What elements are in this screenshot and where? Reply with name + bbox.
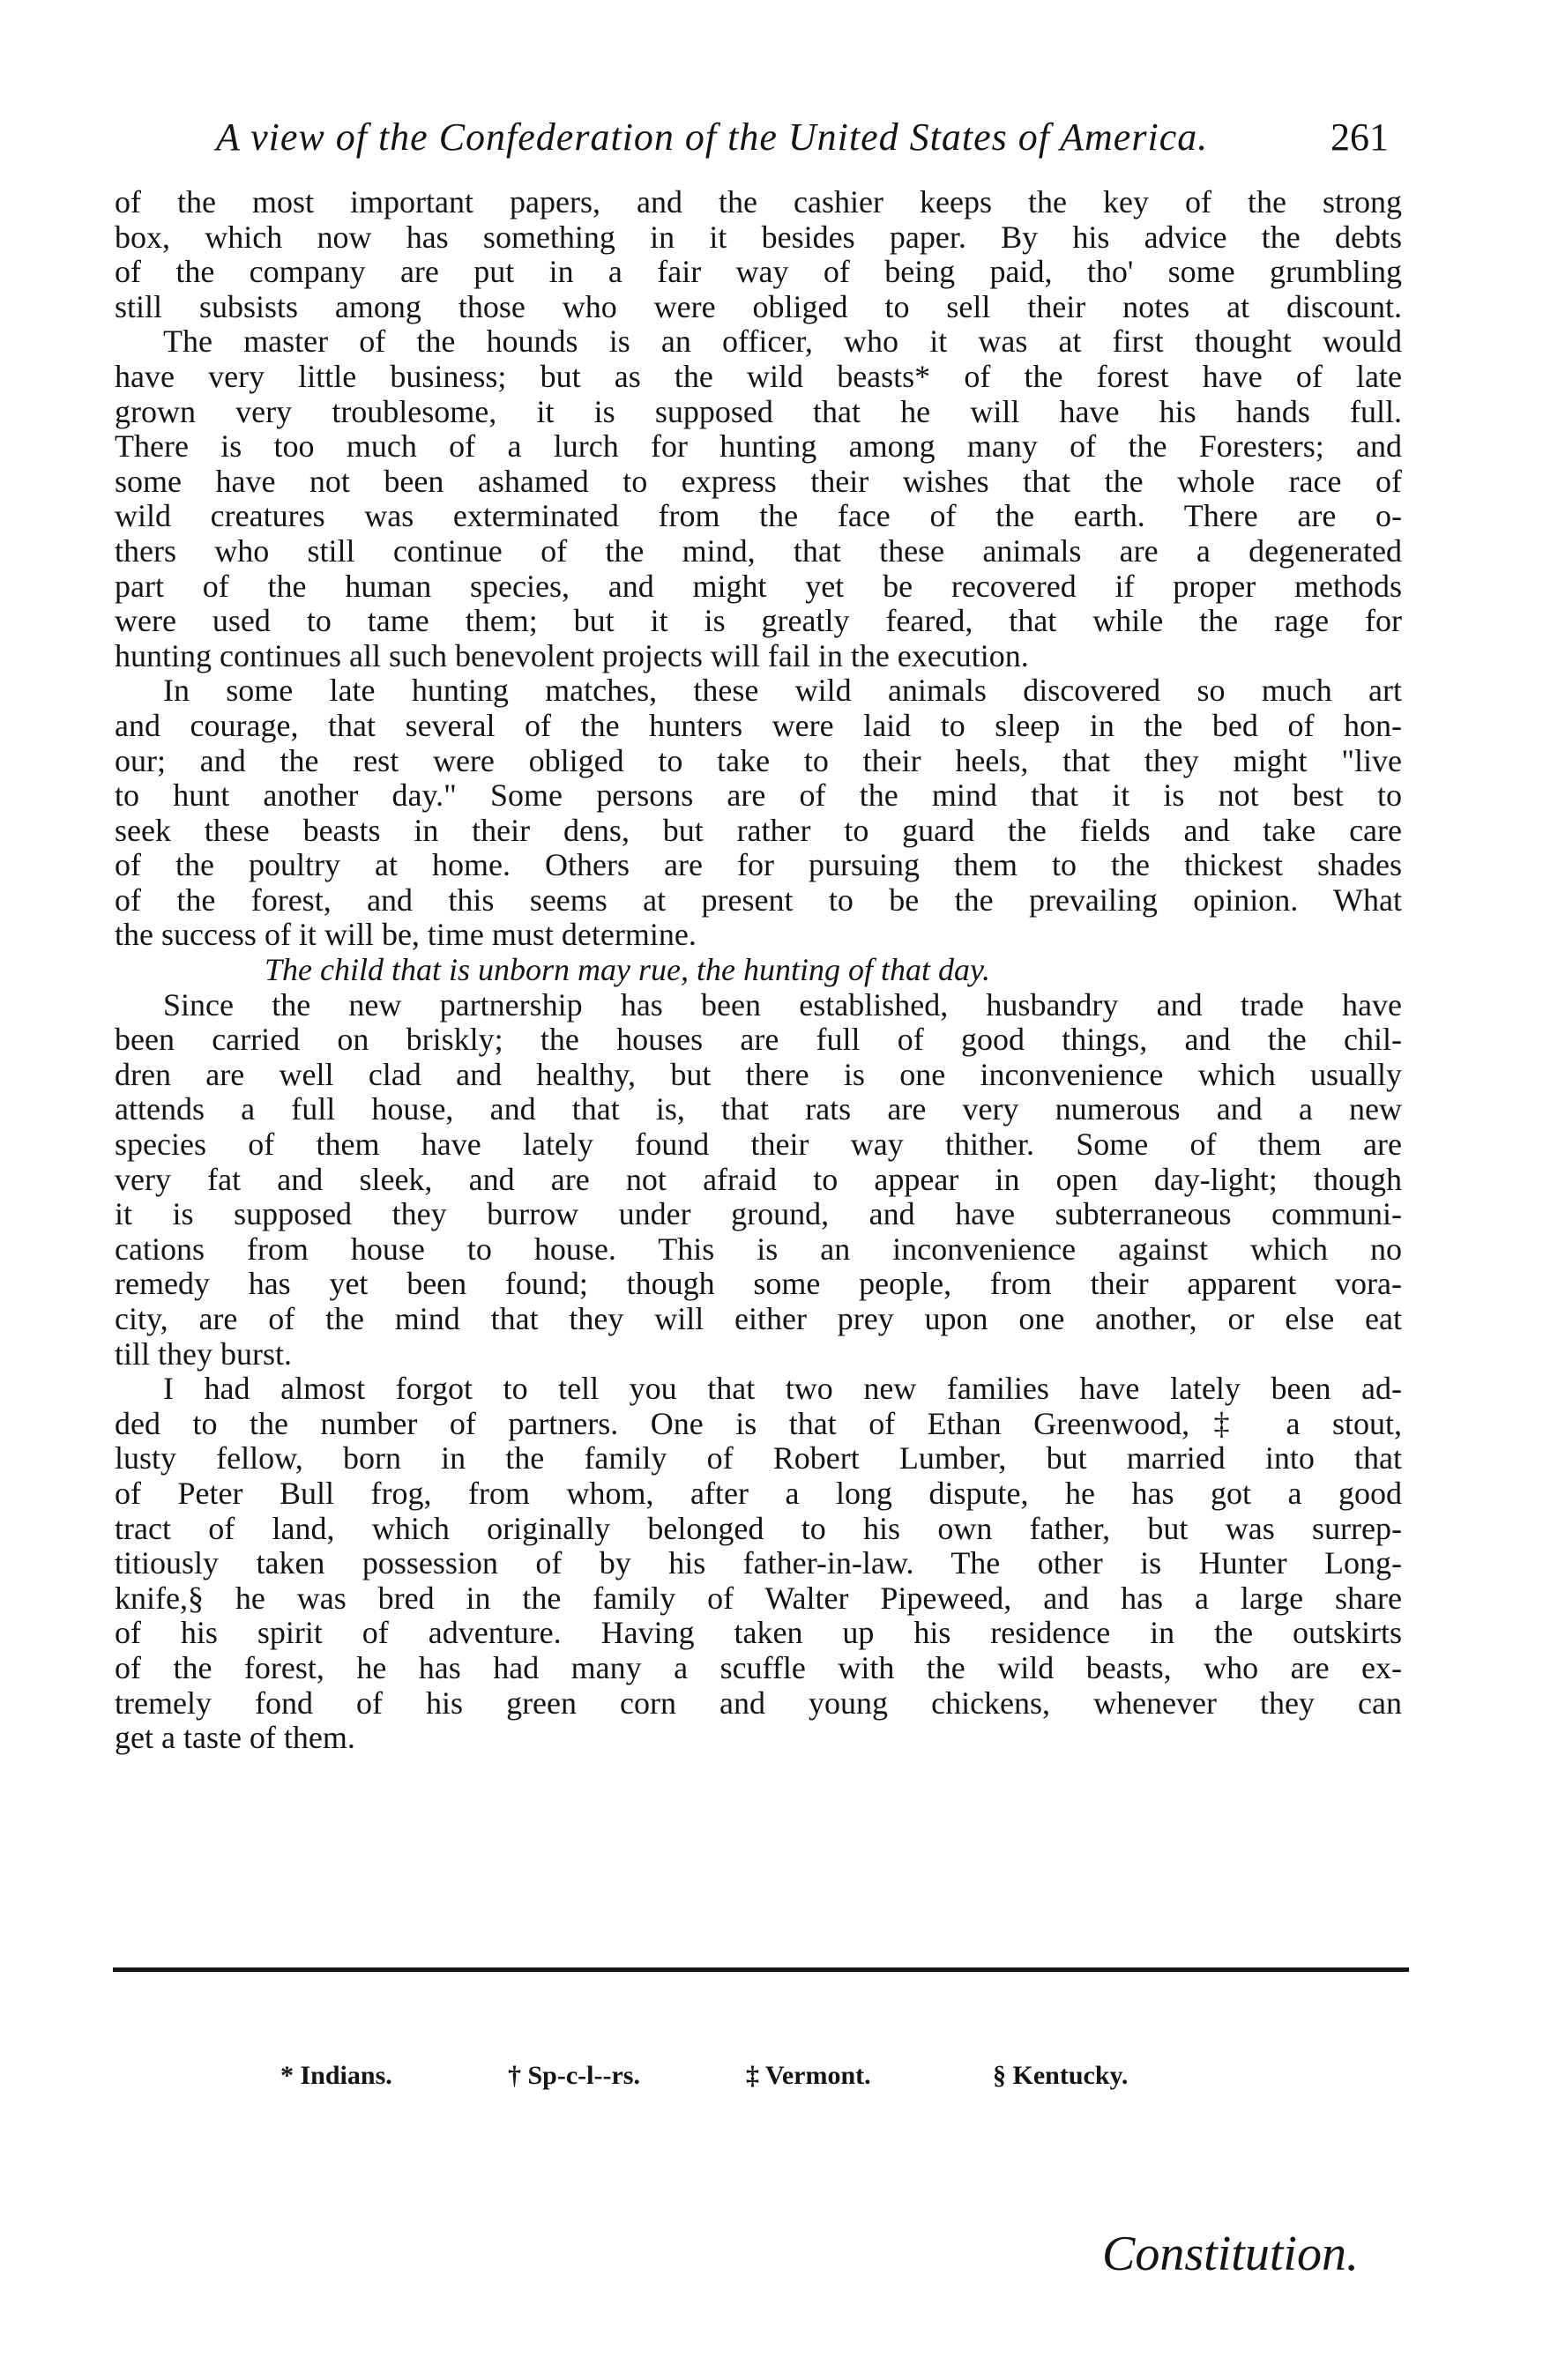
text-line: of the most important papers, and the cashier keeps the key of the strong <box>115 185 1402 219</box>
text-line: of the company are put in a fair way of being paid, tho' some grumbling <box>115 255 1402 290</box>
text-line: it is supposed they burrow under ground, and have subterraneous communi- <box>115 1197 1402 1232</box>
text-line: thers who still continue of the mind, that these animals are a degenerated <box>115 533 1402 569</box>
text-line: box, which now has something in it besides paper. By his advice the debts <box>115 219 1402 255</box>
text-line: till they burst. <box>115 1336 292 1372</box>
catchword: Constitution. <box>1102 2227 1359 2281</box>
footnote: ‡ Vermont. <box>746 2061 871 2090</box>
text-line: of the forest, and this seems at present to be the prevailing opinion. What <box>115 882 1402 918</box>
text-line: city, are of the mind that they will either prey upon one another, or else eat <box>115 1302 1402 1336</box>
text-line: of his spirit of adventure. Having taken up his residence in the outskirts <box>115 1616 1402 1651</box>
footnote: † Sp-c-l--rs. <box>508 2061 640 2090</box>
text-line: In some late hunting matches, these wild animals discovered so much art <box>163 673 1402 709</box>
text-line: and courage, that several of the hunters were laid to sleep in the bed of hon- <box>115 708 1402 743</box>
text-line: tremely fond of his green corn and young chickens, whenever they can <box>115 1685 1402 1721</box>
text-line: cations from house to house. This is an inconvenience against which no <box>115 1231 1402 1267</box>
text-line: grown very troublesome, it is supposed that he will have his hands full. <box>115 394 1402 429</box>
text-line: of Peter Bull frog, from whom, after a long dispute, he has got a good <box>115 1476 1402 1511</box>
text-line: our; and the rest were obliged to take to their heels, that they might "live <box>115 743 1402 778</box>
text-line: part of the human species, and might yet be recovered if proper methods <box>115 569 1402 604</box>
text-line: of the poultry at home. Others are for pursuing them to the thickest shades <box>115 848 1402 883</box>
verse-quotation: The child that is unborn may rue, the hunting of that day. <box>265 953 990 988</box>
text-line: lusty fellow, born in the family of Robert Lumber, but married into that <box>115 1441 1402 1476</box>
text-line: dren are well clad and healthy, but there is one inconvenience which usually <box>115 1057 1402 1092</box>
text-line: titiously taken possession of by his father-in-law. The other is Hunter Long- <box>115 1546 1402 1581</box>
text-line: to hunt another day." Some persons are of the mind that it is not best to <box>115 778 1402 814</box>
footnote-rule <box>113 1967 1409 1972</box>
footnote: § Kentucky. <box>993 2061 1129 2090</box>
page-header <box>216 115 1389 167</box>
text-line: very fat and sleek, and are not afraid to appear in open day-light; though <box>115 1162 1402 1197</box>
text-line: ded to the number of partners. One is that of Ethan Greenwood,‡ a stout, <box>115 1406 1402 1441</box>
body-text <box>115 185 1402 1756</box>
text-line: attends a full house, and that is, that rats are very numerous and a new <box>115 1092 1402 1127</box>
page-number: 261 <box>1331 115 1389 159</box>
text-line: I had almost forgot to tell you that two new families have lately been ad- <box>163 1372 1402 1407</box>
text-line: have very little business; but as the wild beasts* of the forest have of late <box>115 359 1402 394</box>
text-line: been carried on briskly; the houses are full of good things, and the chil- <box>115 1023 1402 1058</box>
text-line: still subsists among those who were obliged to sell their notes at discount. <box>115 289 1402 324</box>
text-line: tract of land, which originally belonged to his own father, but was surrep- <box>115 1511 1402 1546</box>
text-line: of the forest, he has had many a scuffle with the wild beasts, who are ex- <box>115 1650 1402 1685</box>
text-line: species of them have lately found their way thither. Some of them are <box>115 1127 1402 1163</box>
footnotes <box>280 2061 1268 2096</box>
text-line: wild creatures was exterminated from the face of the earth. There are o- <box>115 499 1402 534</box>
footnote: * Indians. <box>280 2061 392 2090</box>
text-line: were used to tame them; but it is greatly feared, that while the rage for <box>115 604 1402 639</box>
text-line: seek these beasts in their dens, but rather to guard the fields and take care <box>115 813 1402 848</box>
text-line: knife,§ he was bred in the family of Walter Pipeweed, and has a large share <box>115 1580 1402 1616</box>
text-line: The master of the hounds is an officer, who it was at first thought would <box>163 324 1402 360</box>
text-line: get a taste of them. <box>115 1721 355 1756</box>
text-line: Since the new partnership has been established, husbandry and trade have <box>163 987 1402 1023</box>
text-line: remedy has yet been found; though some people, from their apparent vora- <box>115 1267 1402 1302</box>
running-title: A view of the Confederation of the United States of America. <box>216 115 1209 159</box>
text-line: hunting continues all such benevolent projects will fail in the execution. <box>115 638 1029 673</box>
text-line: There is too much of a lurch for hunting among many of the Foresters; and <box>115 429 1402 465</box>
text-line: some have not been ashamed to express their wishes that the whole race of <box>115 464 1402 499</box>
text-line: the success of it will be, time must determine. <box>115 918 697 953</box>
